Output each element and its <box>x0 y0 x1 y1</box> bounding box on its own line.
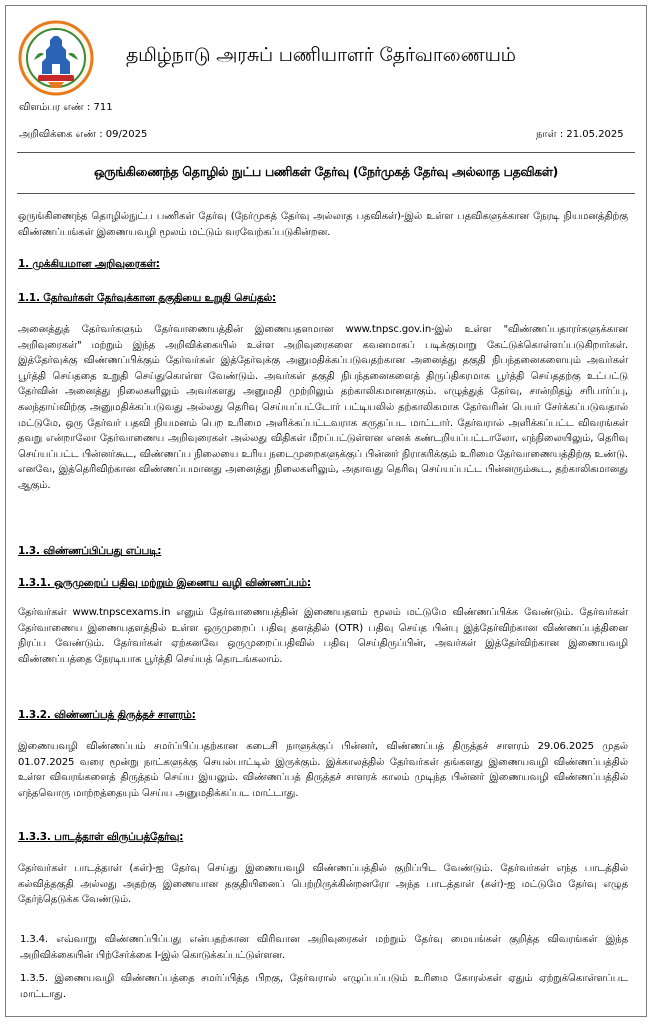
intro-paragraph: ஒருங்கிணைந்த தொழில்நுட்ப பணிகள் தேர்வு (நேர்முகத் தேர்வு அல்லாத பதவிகள்)-இல் உள்ள பதவிகளுக்கான நேரடி நியமனத்திற்கு விண்ணப்பங்கள் இணையவழி மூலம் மட்டும் வரவேற்கப்படுகின்றன. <box>18 211 628 238</box>
section-1-heading: 1. முக்கியமான அறிவுரைகள்: <box>18 258 160 270</box>
section-1-3-5-paragraph: 1.3.5. இணையவழி விண்ணப்பத்தை சமர்ப்பித்த பிறகு, தேர்வரால் எழுப்பப்படும் உரிமை கோரல்கள் ஏதும் ஏற்றுக்கொள்ளப்பட மாட்டாது. <box>20 973 628 1000</box>
organisation-title: தமிழ்நாடு அரசுப் பணியாளர் தேர்வாணையம் <box>126 44 516 66</box>
section-1-3-3-paragraph: தேர்வர்கள் பாடத்தாள் (கள்)-ஐ தேர்வு செய்து இணையவழி விண்ணப்பத்தில் குறிப்பிட வேண்டும். தேர்வர்கள் எந்த பாடத்தில் கல்வித்தகுதி அல்லது அதற்கு இணையான தகுதியினைப் பெற்றிருக்கின்றனரோ அந்த பாடத்தாள் (கள்)-ஐ மட்டுமே தேர்வு எழுத தேர்ந்தெடுக்க வேண்டும். <box>18 863 628 906</box>
section-1-3-1-paragraph: தேர்வர்கள் www.tnpscexams.in எனும் தேர்வாணையத்தின் இணையதளம் மூலம் மட்டுமே விண்ணப்பிக்க வேண்டும். தேர்வர்கள் தேர்வாணைய இணையதளத்தில் உள்ள ஒருமுறைப் பதிவு தளத்தில் (OTR) பதிவு செய்த பின்பு இத்தேர்விற்கான விண்ணப்பத்தினை நிரப்ப வேண்டும். தேர்வர்கள் ஏற்கனவே ஒருமுறைப்பதிவில் பதிவு செய்திருப்பின், அவர்கள் இத்தேர்விற்கான இணையவழி விண்ணப்பத்தை நேரடியாக பூர்த்தி செய்யத் தொடங்கலாம். <box>18 607 628 665</box>
section-1-3-2-heading: 1.3.2. விண்ணப்பத் திருத்தச் சாளரம்: <box>18 709 196 721</box>
section-1-3-heading: 1.3. விண்ணப்பிப்பது எப்படி: <box>18 545 162 557</box>
advertisement-number: விளம்பர எண் : 711 <box>19 102 113 113</box>
notification-number: அறிவிக்கை எண் : 09/2025 <box>19 129 148 140</box>
section-1-3-2-paragraph: இணையவழி விண்ணப்பம் சமர்ப்பிப்பதற்கான கடைசி நாளுக்குப் பின்னர், விண்ணப்பத் திருத்தச் சாளரம் 29.06.2025 முதல் 01.07.2025 வரை மூன்று நாட்களுக்கு செயல்பாட்டில் இருக்கும். இக்காலத்தில் தேர்வர்கள் தங்களது இணையவழி விண்ணப்பத்தில் உள்ள விவரங்களைத் திருத்தம் செய்ய இயலும். விண்ணப்பத் திருத்தச் சாளரக் காலம் முடிந்த பின்னர் இணையவழி விண்ணப்பத்தில் எந்தவொரு மாற்றத்தையும் செய்ய அனுமதிக்கப்பட மாட்டாது. <box>18 741 628 799</box>
page-title: ஒருங்கிணைந்த தொழில் நுட்ப பணிகள் தேர்வு (நேர்முகத் தேர்வு அல்லாத பதவிகள்) <box>93 164 559 179</box>
section-1-3-3-heading: 1.3.3. பாடத்தாள் விருப்பத்தேர்வு: <box>18 831 184 843</box>
tnpsc-emblem-icon <box>18 20 94 96</box>
section-1-1-paragraph: அனைத்துத் தேர்வர்களும் தேர்வாணையத்தின் இணையதளமான www.tnpsc.gov.in-இல் உள்ள "விண்ணப்பதாரர்களுக்கான அறிவுரைகள்" மற்றும் இந்த அறிவிக்கையில் உள்ள அறிவுரைகளை கவனமாகப் படிக்குமாறு கேட்டுக்கொள்ளப்படுகிறார்கள். இத்தேர்வுக்கு விண்ணப்பிக்கும் தேர்வர்கள் இத்தேர்வுக்கு அனுமதிக்கப்படுவதற்கான அனைத்து தகுதி நிபந்தனைகளையும் அவர்கள் பூர்த்தி செய்ததை உறுதி செய்துகொள்ள வேண்டும். அவர்கள் தகுதி நிபந்தனைகளைத் திருப்திகரமாக பூர்த்தி செய்ததற்கு உட்பட்டு தேர்வின் அனைத்து நிலைகளிலும் அவர்களது அனுமதி முற்றிலும் தற்காலிகமானதாகும். எழுத்துத் தேர்வு, சான்றிதழ் சரிபார்ப்பு, கலந்தாய்விற்கு அனுமதிக்கப்படுவது அல்லது தெரிவு செய்யப்பட்டோர் பட்டியலில் தற்காலிகமாக தேர்வரின் பெயர் சேர்க்கப்படுவதால் மட்டுமே, ஒரு தேர்வர் பதவி நியமனம் பெற உரிமை அளிக்கப்பட்டவராக கருதப்பட மாட்டார். தேர்வரால் அளிக்கப்பட்ட விவரங்கள் தவறு என்றாலோ தேர்வாணைய அறிவுரைகள் அல்லது விதிகள் மீறப்பட்டுள்ளன எனக் கண்டறியப்பட்டாலோ, எந்நிலையிலும், தெரிவு செய்யப்பட்ட பின்னர்கூட, விண்ணப்ப நிலையை உரிய நடைமுறைகளுக்குப் பின்னர் நிராகரிக்கும் உரிமை தேர்வாணையத்திற்கு உண்டு. எனவே, இத்தெரிவிற்கான விண்ணப்பமானது அனைத்து நிலைகளிலும், அதாவது தெரிவு செய்யப்பட்ட பின்னரும்கூட, தற்காலிகமானது ஆகும். <box>18 324 628 491</box>
document-page <box>5 5 647 1017</box>
section-1-3-4-paragraph: 1.3.4. எவ்வாறு விண்ணப்பிப்பது என்பதற்கான விரிவான அறிவுரைகள் மற்றும் தேர்வு மையங்கள் குறித்த விவரங்கள் இந்த அறிவிக்கையின் பிற்சேர்க்கை I-இல் கொடுக்கப்பட்டுள்ளன. <box>20 934 628 961</box>
section-1-3-1-heading: 1.3.1. ஒருமுறைப் பதிவு மற்றும் இணைய வழி விண்ணப்பம்: <box>18 577 311 589</box>
divider-bottom <box>17 193 635 194</box>
notification-date: நாள் : 21.05.2025 <box>536 129 624 140</box>
section-1-1-heading: 1.1. தேர்வர்கள் தேர்வுக்கான தகுதியை உறுதி செய்தல்: <box>18 292 277 304</box>
divider-top <box>17 152 635 153</box>
